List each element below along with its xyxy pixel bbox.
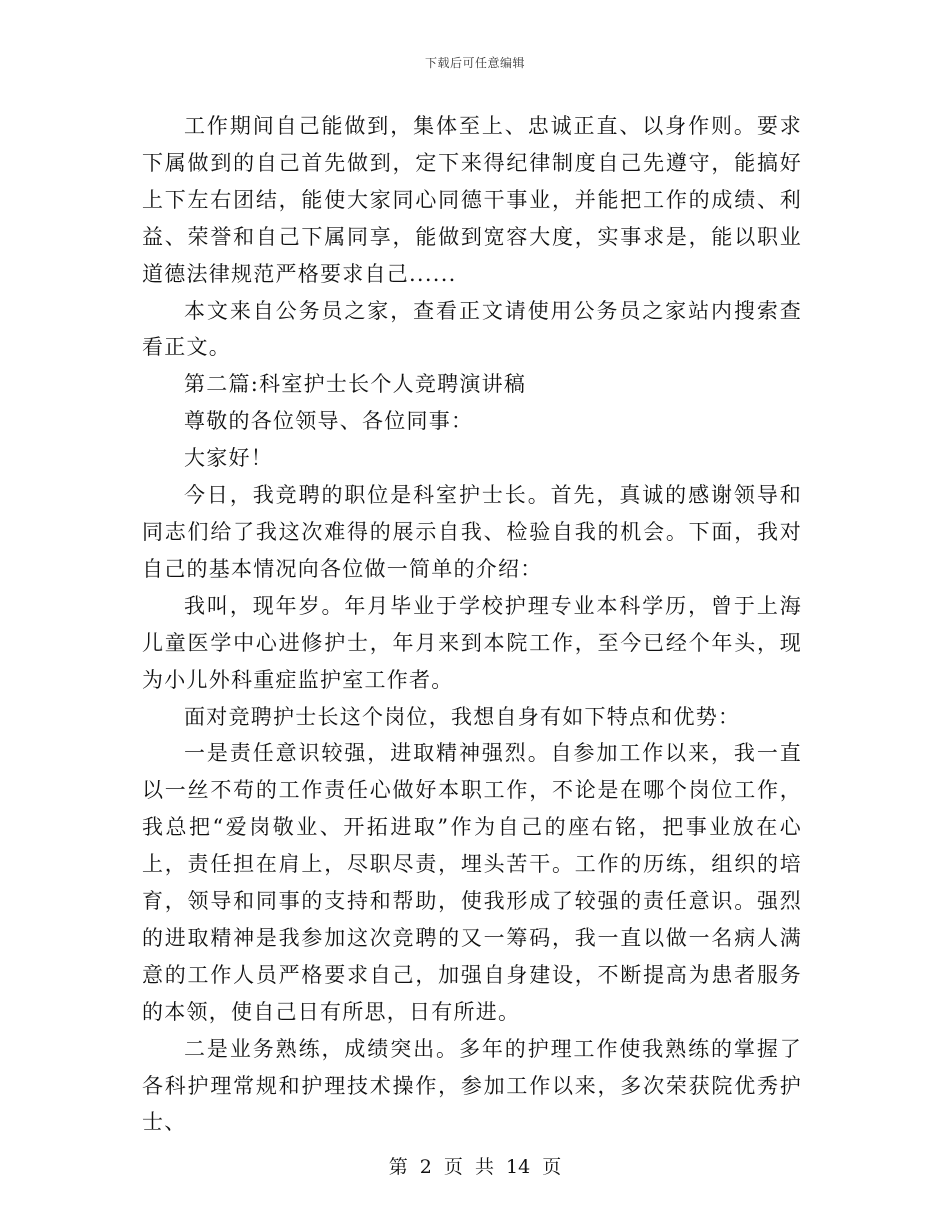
paragraph: 今日，我竞聘的职位是科室护士长。首先，真诚的感谢领导和同志们给了我这次难得的展示自我、检验自我的机会。下面，我对自己的基本情况向各位做一简单的介绍： bbox=[142, 483, 802, 581]
salutation: 尊敬的各位领导、各位同事： bbox=[184, 409, 474, 434]
page-number: 第 2 页 共 14 页 bbox=[388, 1156, 562, 1178]
page-header: 下载后可任意编辑 bbox=[424, 56, 525, 70]
paragraph: 二是业务熟练，成绩突出。多年的护理工作使我熟练的掌握了各科护理常规和护理技术操作，参加工作以来，多次荣获院优秀护士、 bbox=[142, 1036, 802, 1135]
paragraph: 工作期间自己能做到，集体至上、忠诚正直、以身作则。要求下属做到的自己首先做到，定下来得纪律制度自己先遵守，能搞好上下左右团结，能使大家同心同德干事业，并能把工作的成绩、利益、荣誉和自己下属同享，能做到宽容大度，实事求是，能以职业道德法律规范严格要求自己...... bbox=[142, 114, 802, 286]
paragraph: 我叫，现年岁。年月毕业于学校护理专业本科学历，曾于上海儿童医学中心进修护士，年月来到本院工作，至今已经个年头，现为小儿外科重症监护室工作者。 bbox=[142, 593, 802, 692]
greeting: 大家好！ bbox=[184, 446, 273, 471]
document-body bbox=[142, 108, 802, 1141]
paragraph: 面对竞聘护士长这个岗位，我想自身有如下特点和优势： bbox=[184, 704, 741, 729]
paragraph: 一是责任意识较强，进取精神强烈。自参加工作以来，我一直以一丝不苟的工作责任心做好本职工作，不论是在哪个岗位工作，我总把“爱岗敬业、开拓进取”作为自己的座右铭，把事业放在心上，责任担在肩上，尽职尽责，埋头苦干。工作的历练，组织的培育，领导和同事的支持和帮助，使我形成了较强的责任意识。强烈的进取精神是我参加这次竞聘的又一筹码，我一直以做一名病人满意的工作人员严格要求自己，加强自身建设，不断提高为患者服务的本领，使自己日有所思，日有所进。 bbox=[142, 741, 802, 1024]
section-heading: 第二篇:科室护士长个人竞聘演讲稿 bbox=[184, 372, 527, 397]
paragraph: 本文来自公务员之家，查看正文请使用公务员之家站内搜索查看正文。 bbox=[142, 298, 802, 360]
